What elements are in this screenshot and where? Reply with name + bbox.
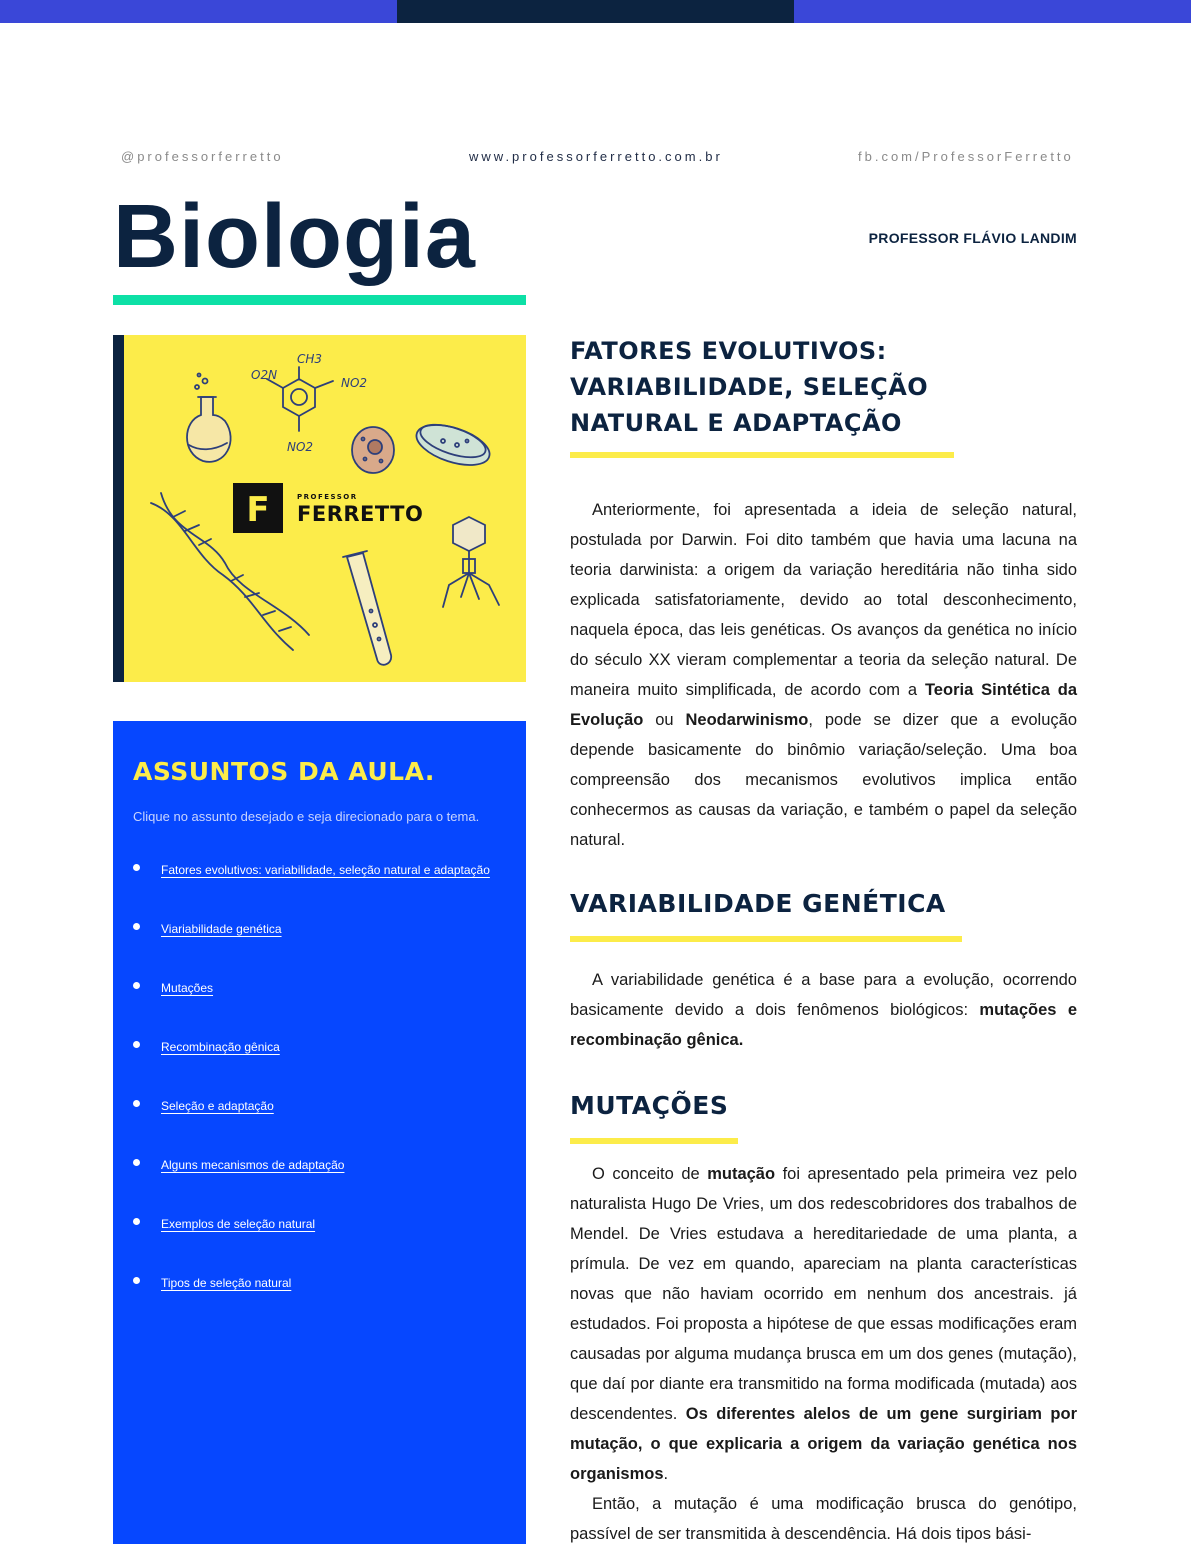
section-fatores-paragraph: Anteriormente, foi apresentada a ideia de seleção natural, postulada por Darwin. Foi dito também que havia uma lacuna na teoria darwinista: a origem da variação hereditária não tinha sido explicada satisfatoriamente, devido ao total desconhecimento, naquela época, das leis genéticas. Os avanços da genética no início do século XX vieram complementar a teoria da seleção natural. De maneira muito simplificada, de acordo com a Teoria Sintética da Evolução ou Neodarwinismo, pode se dizer que a evolução depende basicamente do binômio variação/seleção. Uma boa compreensão dos mecanismos evolutivos implica então conhecermos as causas da variação, e também o papel da seleção natural.	[570, 501, 1077, 849]
bullet-icon	[133, 1100, 140, 1107]
logo-letter: F	[246, 490, 270, 530]
cover-illustration	[113, 335, 526, 682]
section-fatores-heading	[570, 333, 1077, 441]
chem-label-ch3: CH3	[297, 352, 323, 366]
section-mutacoes-heading	[570, 1088, 1077, 1124]
chem-label-o2n: O2N	[251, 368, 278, 382]
topics-hint: Clique no assunto desejado e seja direcionado para o tema.	[133, 809, 480, 824]
topic-link-fatores[interactable]: Fatores evolutivos: variabilidade, seleção natural e adaptação	[161, 863, 490, 877]
topic-item	[133, 1156, 513, 1215]
chem-label-no2-bottom: NO2	[287, 440, 314, 454]
section-title-line-2: VARIABILIDADE, SELEÇÃO	[570, 373, 929, 401]
term-mutacao: mutação	[707, 1165, 776, 1183]
term-mutacoes-recombinacao: mutações e recombinação gênica.	[570, 1001, 1077, 1049]
topic-link-selecao[interactable]: Seleção e adaptação	[161, 1099, 274, 1113]
section-title-line-3: NATURAL E ADAPTAÇÃO	[570, 409, 902, 437]
topic-item	[133, 1215, 513, 1274]
website-url: www.professorferretto.com.br	[469, 149, 723, 164]
section-mutacoes-paragraph-2: Então, a mutação é uma modificação brusca do genótipo, passível de ser transmitida à descendência. Há dois tipos bási-	[570, 1495, 1077, 1543]
section-title-line-1: FATORES EVOLUTIVOS:	[570, 337, 887, 365]
cell-icon	[352, 427, 394, 473]
top-bar-segment-right	[794, 0, 1191, 23]
bullet-icon	[133, 923, 140, 930]
bullet-icon	[133, 1277, 140, 1284]
topic-item	[133, 1274, 513, 1333]
teacher-name: PROFESSOR FLÁVIO LANDIM	[868, 230, 1077, 246]
facebook-url: fb.com/ProfessorFerretto	[858, 149, 1074, 164]
social-handle: @professorferretto	[121, 149, 284, 164]
topics-title: ASSUNTOS DA AULA.	[133, 757, 435, 786]
virus-icon	[443, 517, 499, 607]
term-teoria-sintetica: Teoria Sintética da Evolução	[570, 681, 1077, 729]
topic-link-exemplos[interactable]: Exemplos de seleção natural	[161, 1217, 316, 1231]
dna-helix-icon	[151, 493, 309, 650]
section-underline	[570, 1138, 738, 1144]
topics-list	[133, 861, 513, 1333]
topic-link-tipos[interactable]: Tipos de seleção natural	[161, 1276, 292, 1290]
topics-panel	[113, 721, 526, 1544]
bullet-icon	[133, 864, 140, 871]
flask-icon	[187, 374, 231, 462]
topic-link-variabilidade[interactable]: Viariabilidade genética	[161, 922, 282, 936]
ferretto-logo	[233, 483, 423, 533]
bullet-icon	[133, 1159, 140, 1166]
section-underline	[570, 452, 954, 458]
topic-item	[133, 920, 513, 979]
section-title: MUTAÇÕES	[570, 1091, 729, 1120]
topic-item	[133, 861, 513, 920]
top-bar-segment-middle	[397, 0, 794, 23]
section-title: VARIABILIDADE GENÉTICA	[570, 889, 946, 918]
title-underline	[113, 295, 526, 305]
bullet-icon	[133, 1041, 140, 1048]
section-underline	[570, 936, 962, 942]
test-tube-icon	[343, 551, 391, 665]
term-neodarwinismo: Neodarwinismo	[685, 711, 809, 729]
petri-dish-icon	[412, 417, 495, 473]
top-bar-segment-left	[0, 0, 397, 23]
chem-label-no2-right: NO2	[341, 376, 368, 390]
bullet-icon	[133, 982, 140, 989]
bullet-icon	[133, 1218, 140, 1225]
section-variabilidade-paragraph: A variabilidade genética é a base para a evolução, ocorrendo basicamente devido a dois fenômenos biológicos: mutações e recombinação gênica.	[570, 971, 1077, 1049]
topic-item	[133, 1097, 513, 1156]
top-color-bar	[0, 0, 1191, 23]
topic-item	[133, 979, 513, 1038]
section-variabilidade-heading	[570, 886, 1077, 922]
topic-item	[133, 1038, 513, 1097]
topic-link-mecanismos[interactable]: Alguns mecanismos de adaptação	[161, 1158, 345, 1172]
key-statement: Os diferentes alelos de um gene surgiriam por mutação, o que explicaria a origem da variação genética nos organismos	[570, 1405, 1077, 1483]
science-doodles	[113, 335, 526, 682]
logo-big-text: FERRETTO	[297, 502, 424, 526]
page-title: Biologia	[113, 187, 476, 287]
logo-small-text: PROFESSOR	[297, 493, 358, 501]
section-mutacoes-paragraph: O conceito de mutação foi apresentado pela primeira vez pelo naturalista Hugo De Vries, um dos redescobridores dos trabalhos de Mendel. De Vries estudava a hereditariedade de uma planta, a prímula. De vez em quando, apareciam na planta características novas que não haviam ocorrido em nenhum dos ancestrais. já estudados. Foi proposta a hipótese de que essas modificações eram causadas por alguma mudança brusca em um dos genes (mutação), que daí por diante era transmitido na forma modificada (mutada) aos descendentes. Os diferentes alelos de um gene surgiriam por mutação, o que explicaria a origem da variação genética nos organismos.	[570, 1165, 1077, 1483]
topic-link-mutacoes[interactable]: Mutações	[161, 981, 214, 995]
topic-link-recombinacao[interactable]: Recombinação gênica	[161, 1040, 280, 1054]
